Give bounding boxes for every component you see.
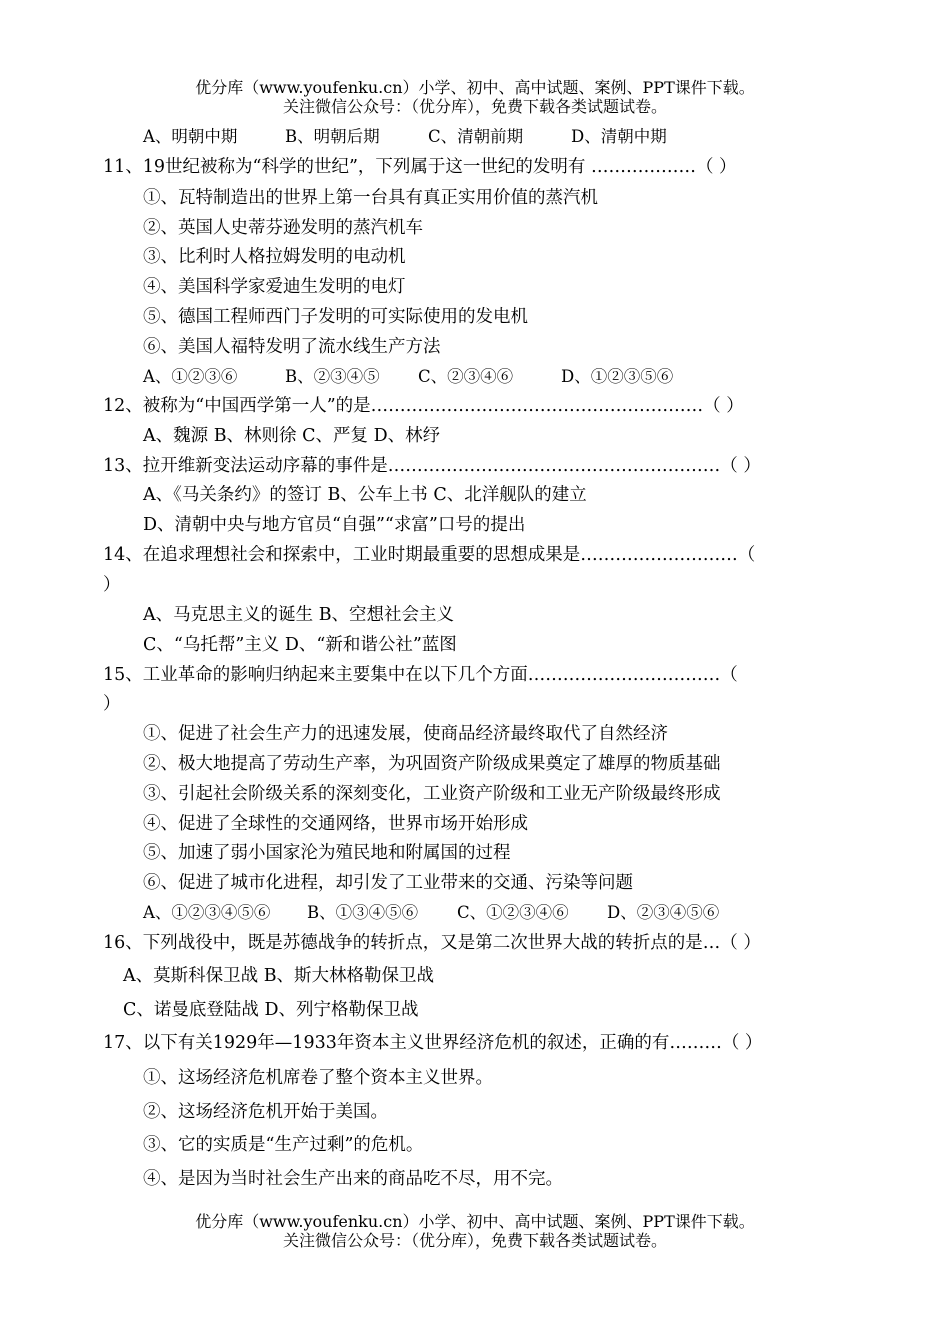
q14-options-line-1: A、马克思主义的诞生 B、空想社会主义	[143, 605, 455, 625]
q13-options-line-2: D、清朝中央与地方官员“自强”“求富”口号的提出	[143, 515, 526, 535]
page-header	[0, 78, 950, 116]
q15-item-3: ③、引起社会阶级关系的深刻变化，工业资产阶级和工业无产阶级最终形成	[143, 784, 721, 804]
q16-options-line-2: C、诺曼底登陆战 D、列宁格勒保卫战	[123, 1000, 419, 1020]
q15-item-2: ②、极大地提高了劳动生产率，为巩固资产阶级成果奠定了雄厚的物质基础	[143, 754, 721, 774]
page-footer	[0, 1212, 950, 1250]
footer-line-1: 优分库（www.youfenku.cn）小学、初中、高中试题、案例、PPT课件下载。	[195, 1212, 755, 1231]
q11-stem: 11、19世纪被称为“科学的世纪”，下列属于这一世纪的发明有 ………………（ ）	[103, 157, 737, 177]
q15-item-6: ⑥、促进了城市化进程，却引发了工业带来的交通、污染等问题	[143, 873, 633, 893]
q11-options	[143, 366, 673, 388]
q16-stem: 16、下列战役中，既是苏德战争的转折点，又是第二次世界大战的转折点的是…（ ）	[103, 933, 761, 953]
q11-item-4: ④、美国科学家爱迪生发明的电灯	[143, 277, 406, 297]
q15-option-c: C、①②③④⑥	[457, 903, 569, 922]
q10-option-b: B、明朝后期	[285, 127, 380, 146]
q15-item-5: ⑤、加速了弱小国家沦为殖民地和附属国的过程	[143, 843, 511, 863]
q11-item-5: ⑤、德国工程师西门子发明的可实际使用的发电机	[143, 307, 528, 327]
q13-stem: 13、拉开维新变法运动序幕的事件是…………………………………………………（ ）	[103, 456, 761, 476]
q15-item-4: ④、促进了全球性的交通网络，世界市场开始形成	[143, 814, 528, 834]
q17-item-3: ③、它的实质是“生产过剩”的危机。	[143, 1135, 424, 1155]
q11-item-2: ②、英国人史蒂芬逊发明的蒸汽机车	[143, 218, 423, 238]
q10-option-d: D、清朝中期	[571, 127, 667, 146]
q11-item-1: ①、瓦特制造出的世界上第一台具有真正实用价值的蒸汽机	[143, 188, 598, 208]
q12-stem: 12、被称为“中国西学第一人”的是…………………………………………………（ ）	[103, 396, 744, 416]
q10-option-c: C、清朝前期	[428, 127, 524, 146]
q10-options	[143, 126, 667, 148]
q10-option-a: A、明朝中期	[143, 127, 238, 146]
q14-stem-close: ）	[103, 575, 121, 595]
q15-options	[143, 902, 719, 924]
q17-item-1: ①、这场经济危机席卷了整个资本主义世界。	[143, 1068, 493, 1088]
q11-item-6: ⑥、美国人福特发明了流水线生产方法	[143, 337, 441, 357]
footer-line-2: 关注微信公众号：（优分库），免费下载各类试题试卷。	[282, 1231, 667, 1250]
q17-item-2: ②、这场经济危机开始于美国。	[143, 1102, 388, 1122]
header-line-2: 关注微信公众号：（优分库），免费下载各类试题试卷。	[282, 97, 667, 116]
q11-item-3: ③、比利时人格拉姆发明的电动机	[143, 247, 406, 267]
q17-stem: 17、以下有关1929年—1933年资本主义世界经济危机的叙述，正确的有………（ ）	[103, 1033, 763, 1053]
q11-option-c: C、②③④⑥	[418, 367, 514, 386]
q14-options-line-2: C、“乌托帮”主义 D、“新和谐公社”蓝图	[143, 635, 457, 655]
q15-option-d: D、②③④⑤⑥	[607, 903, 720, 922]
q15-option-b: B、①③④⑤⑥	[307, 903, 419, 922]
q11-option-b: B、②③④⑤	[285, 367, 380, 386]
q11-option-a: A、①②③⑥	[143, 367, 238, 386]
q15-stem-close: ）	[103, 694, 121, 714]
q11-option-d: D、①②③⑤⑥	[561, 367, 674, 386]
q15-option-a: A、①②③④⑤⑥	[143, 903, 271, 922]
q17-item-4: ④、是因为当时社会生产出来的商品吃不尽，用不完。	[143, 1169, 563, 1189]
q14-stem: 14、在追求理想社会和探索中，工业时期最重要的思想成果是………………………（	[103, 545, 756, 565]
q12-options: A、魏源 B、林则徐 C、严复 D、林纾	[143, 426, 441, 446]
q13-options-line-1: A、《马关条约》的签订 B、公车上书 C、北洋舰队的建立	[143, 485, 587, 505]
header-line-1: 优分库（www.youfenku.cn）小学、初中、高中试题、案例、PPT课件下载。	[195, 78, 755, 97]
q15-item-1: ①、促进了社会生产力的迅速发展，使商品经济最终取代了自然经济	[143, 724, 668, 744]
q15-stem: 15、工业革命的影响归纳起来主要集中在以下几个方面……………………………（	[103, 665, 738, 685]
q16-options-line-1: A、莫斯科保卫战 B、斯大林格勒保卫战	[123, 966, 435, 986]
